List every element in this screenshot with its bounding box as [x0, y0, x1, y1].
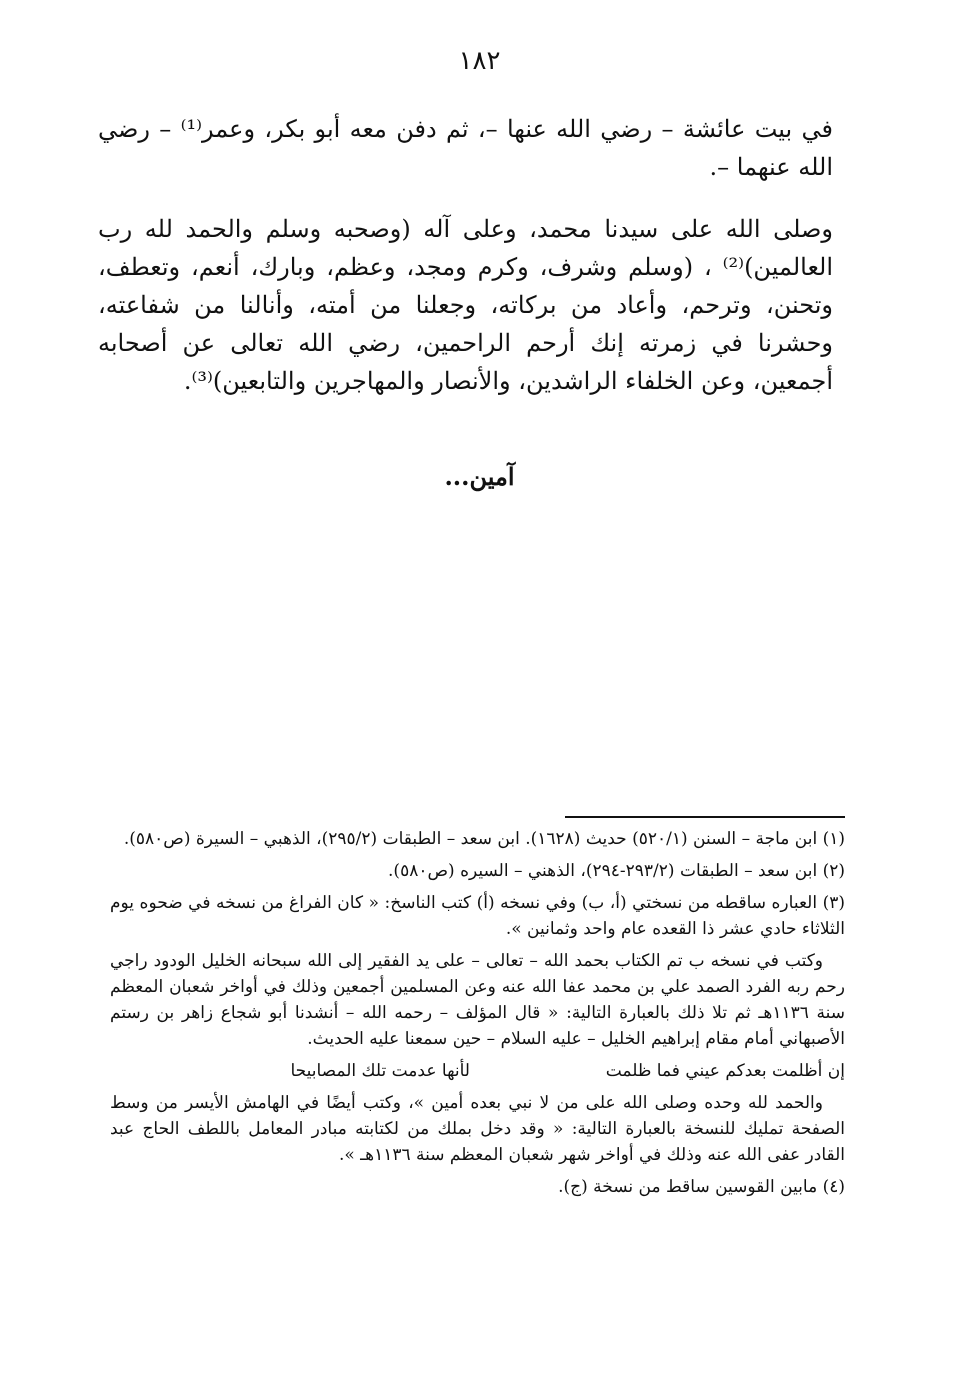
page-number: ١٨٢ — [458, 46, 501, 76]
footnote-4: (٤) مابين القوسين ساقط من نسخة (ج). — [558, 1177, 845, 1197]
footnote-2: (٢) ابن سعد – الطبقات (٢٩٣/٢-٢٩٤)، الذهني – السيره (ص٥٨٠). — [388, 861, 845, 881]
footnotes-section — [110, 826, 845, 1206]
paragraph-1: في بيت عائشة – رضي الله عنها –، ثم دفن معه أبو بكر، وعمر⁽¹⁾ – رضي الله عنهما –. — [98, 115, 834, 181]
poetry-verse — [110, 1058, 845, 1084]
footnote-1: (١) ابن ماجة – السنن (٥٢٠/١) حديث (١٦٢٨). ابن سعد – الطبقات (٢٩٥/٢)، الذهبي – السيرة (ص٥٨٠). — [123, 829, 845, 849]
closing-word: آمين... — [444, 462, 515, 491]
paragraph-2: وصلى الله على سيدنا محمد، وعلى آله (وصحبه وسلم والحمد لله رب العالمين)⁽²⁾ ، (وسلم وشرف، وكرم ومجد، وعظم، وبارك، أنعم، وتعطف، وتحنن، وترحم، وأعاد من بركاته، وجعلنا من أمته، وأنالنا من شفاعته، وحشرنا في زمرته إنك أرحم الراحمين، رضي الله تعالى عن أصحابه أجمعين، وعن الخلفاء الراشدين، والأنصار والمهاجرين والتابعين)⁽³⁾. — [98, 215, 833, 395]
footnote-3: (٣) العباره ساقطه من نسختي (أ، ب) وفي نسخه (أ) كتب الناسخ: « كان الفراغ من نسخه في ضحوه يوم الثلاثاء حادي عشر ذا القعده عام واحد وثمانين ». — [110, 893, 845, 939]
footnote-3-continuation: وكتب في نسخه ب تم الكتاب بحمد الله – تعالى – على يد الفقير إلى الله سبحانه الخليل الودود راجي رحم ربه الفرد الصمد علي بن محمد عفا الله عنه وعن المسلمين أجمعين وذلك في أواخر شعبان المعظم سنة ١١٣٦هـ ثم تلا ذلك بالعبارة التالية: « قال المؤلف – رحمه الله – أنشدنا أبو شجاع زاهر بن رستم الأصبهاني أمام مقام إبراهيم الخليل – عليه السلام – حين سمعنا عليه الحديث. — [110, 951, 845, 1049]
footnote-3-ending: والحمد لله وحده وصلى الله على من لا نبي بعده أمين »، وكتب أيضًا في الهامش الأيسر من وسط الصفحة تمليك للنسخة بالعبارة التالية: « وقد دخل بملك من لكتابته مبادر المعامل باللطف الحاج عبد القادر عفى الله عنه وذلك في أواخر شهر شعبان المعظم سنة ١١٣٦هـ ». — [110, 1093, 845, 1165]
verse-second-half: لأنها عدمت تلك المصابيحا — [290, 1061, 470, 1081]
footnote-divider — [565, 816, 845, 818]
verse-first-half: إن أظلمت بعدكم عيني فما ظلمت — [605, 1061, 845, 1081]
